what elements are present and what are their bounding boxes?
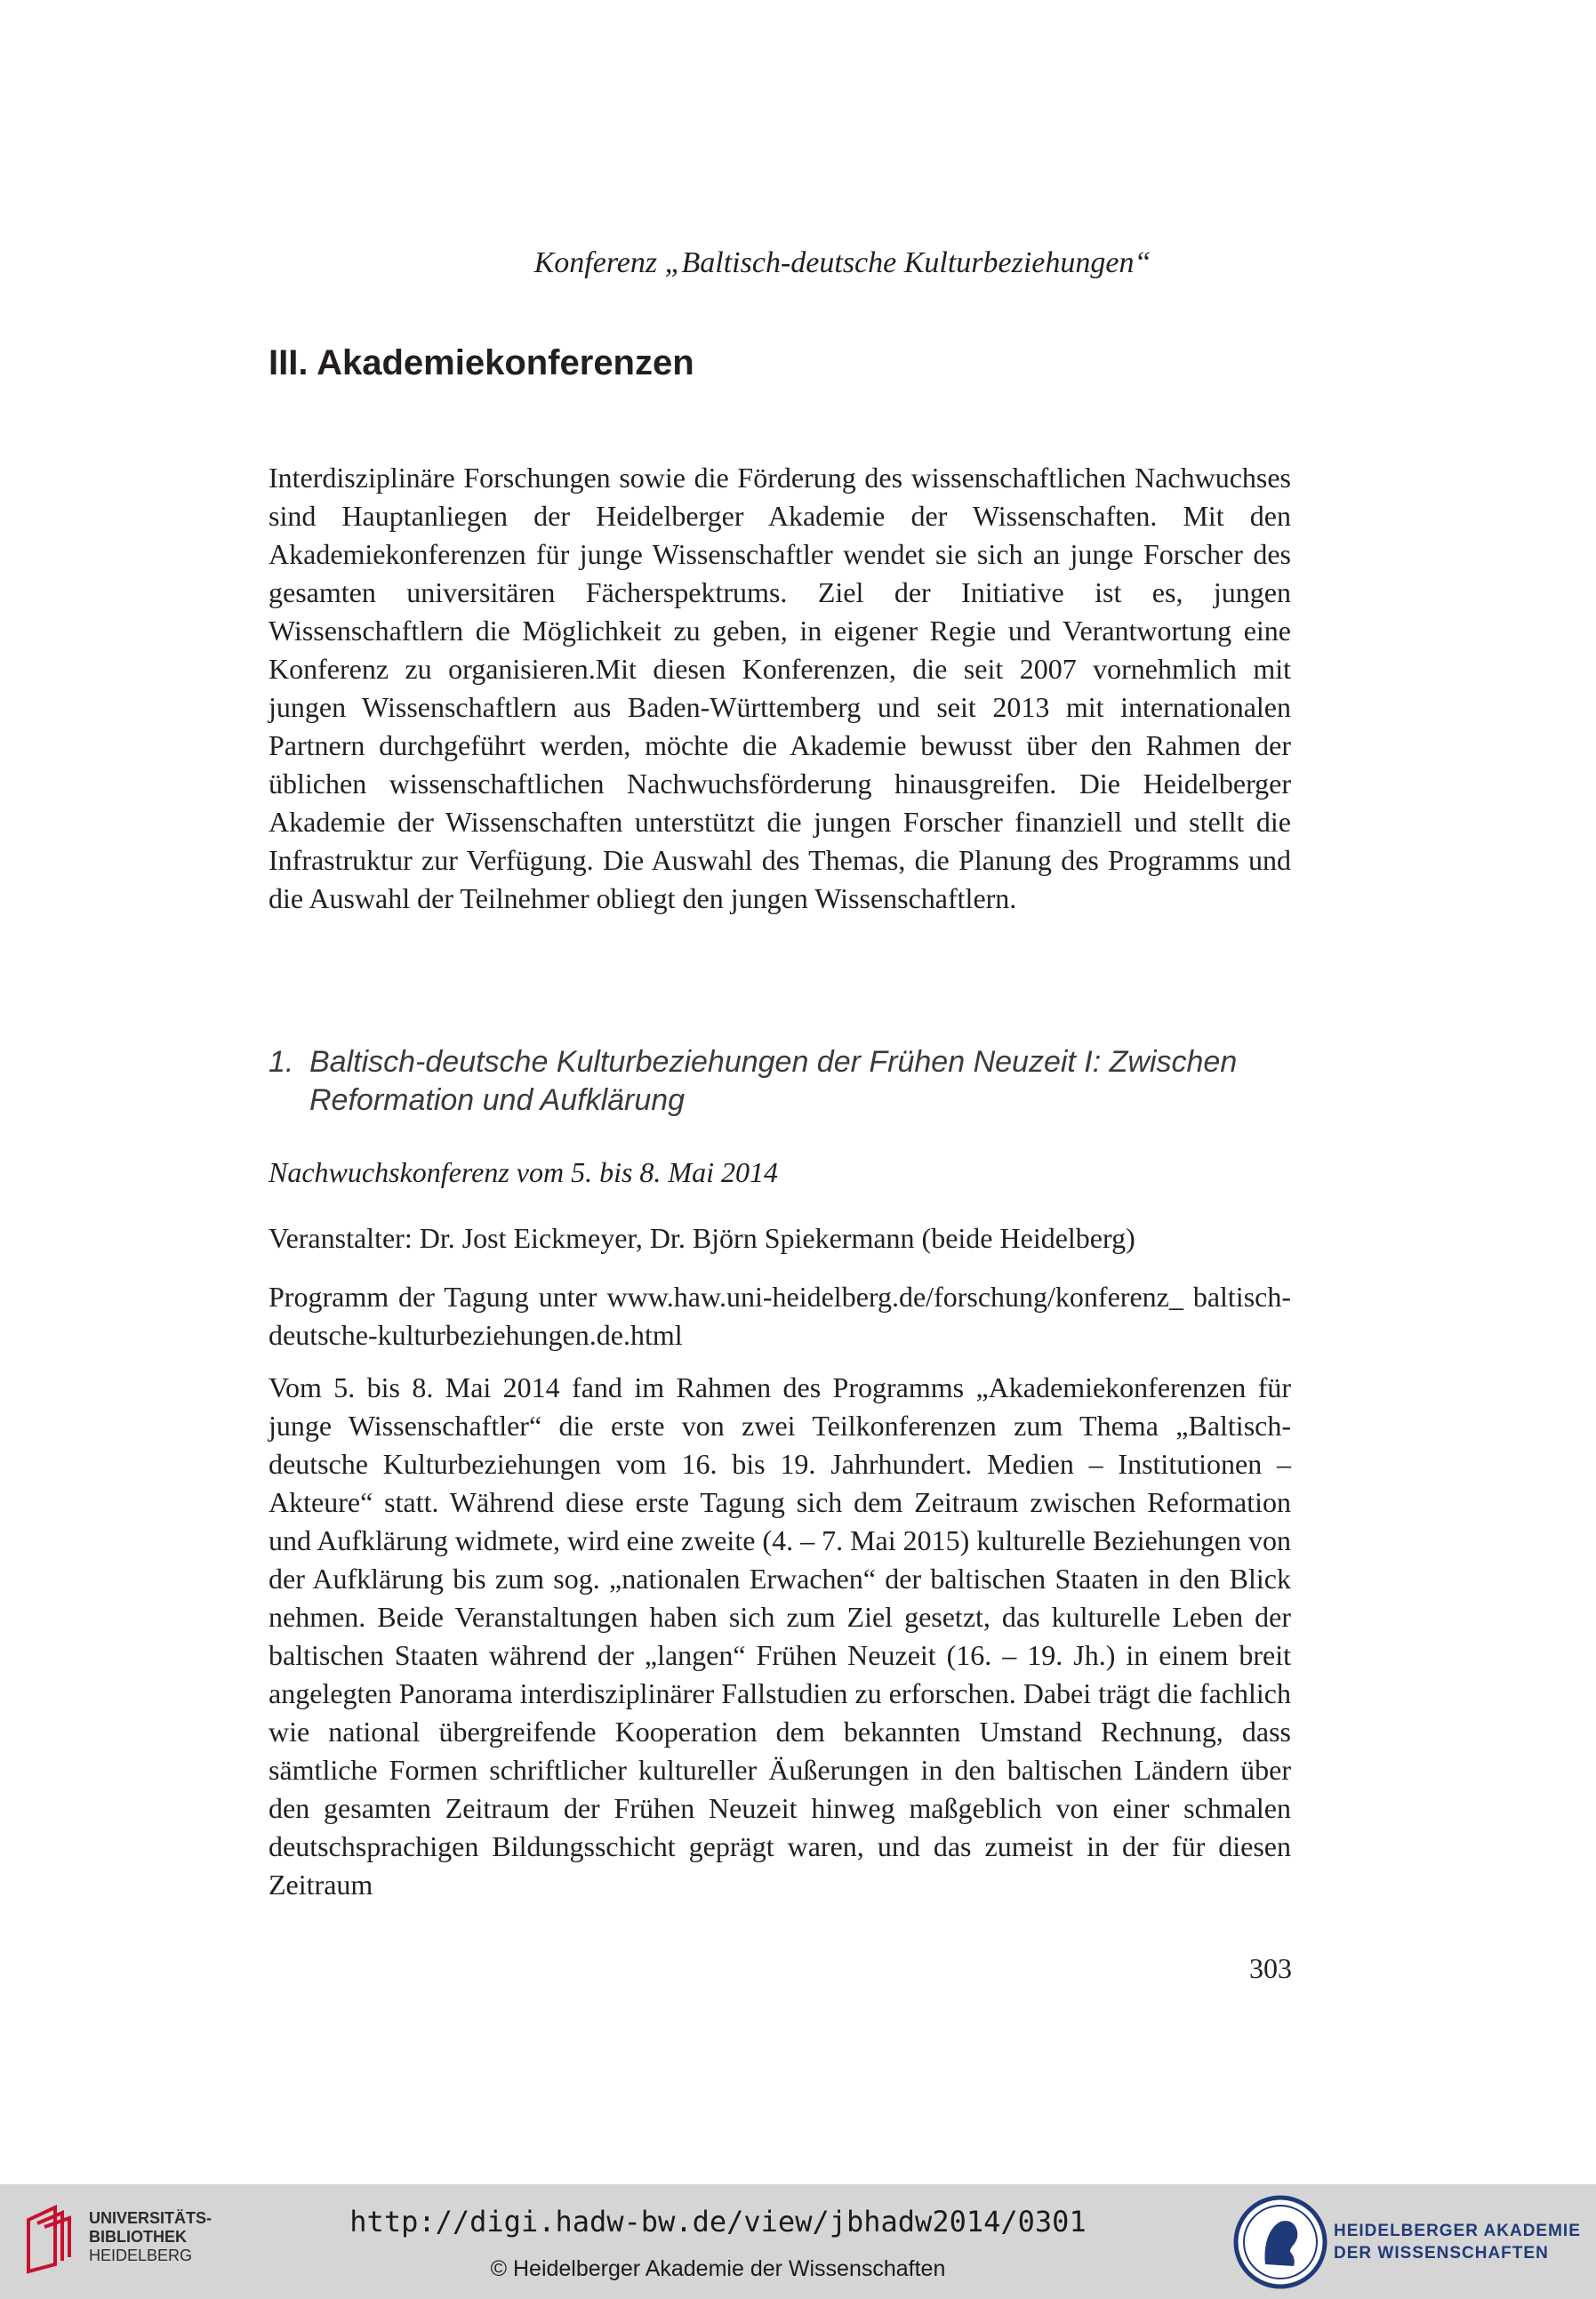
intro-paragraph: Interdisziplinäre Forschungen sowie die Förderung des wissenschaftlichen Nachwuchses sind Hauptanliegen der Heidelberger Akademie der Wissenschaften. Mit den Akademiekonferenzen für junge Wissenschaftler wendet sie sich an junge Forscher des gesamten universitären Fächerspektrums. Ziel der Initiative ist es, jungen Wissenschaftlern die Möglichkeit zu geben, in eigener Regie und Verantwortung eine Konferenz zu organisieren.Mit diesen Konferenzen, die seit 2007 vornehmlich mit jungen Wissenschaftlern aus Baden-Württemberg und seit 2013 mit internationalen Partnern durchgeführt werden, möchte die Akademie bewusst über den Rahmen der üblichen wissenschaftlichen Nachwuchsförderung hinausgreifen. Die Heidelberger Akademie der Wissenschaften unterstützt die jungen Forscher finanziell und stellt die Infrastruktur zur Verfügung. Die Auswahl des Themas, die Planung des Programms und die Auswahl der Teilnehmer obliegt den jungen Wissenschaftlern. [269,462,1291,914]
library-line-3: HEIDELBERG [89,2247,193,2264]
conference-title: Baltisch-deutsche Kulturbeziehungen der Frühen Neuzeit I: Zwischen Reformation und Aufklärung [309,1045,1238,1117]
page-number: 303 [1249,1952,1292,1984]
academy-name [1334,2220,1581,2264]
running-header [0,242,1596,285]
library-line-1: UNIVERSITÄTS- [89,2209,213,2227]
conference-number: 1. [269,1045,294,1079]
conference-program-link: Programm der Tagung unter www.haw.uni-heidelberg.de/forschung/konferenz_ baltisch-deutsche-kulturbeziehungen.de.html [269,1281,1291,1351]
conference-report-paragraph: Vom 5. bis 8. Mai 2014 fand im Rahmen des Programms „Akademiekonferenzen für junge Wissenschaftler“ die erste von zwei Teilkonferenzen zum Thema „Baltisch-deutsche Kulturbeziehungen vom 16. bis 19. Jahrhundert. Medien – Institutionen – Akteure“ statt. Während diese erste Tagung sich dem Zeitraum zwischen Reformation und Aufklärung widmete, wird eine zweite (4. – 7. Mai 2015) kulturelle Beziehungen von der Aufklärung bis zum sog. „nationalen Erwachen“ der baltischen Staaten in den Blick nehmen. Beide Veranstaltungen haben sich zum Ziel gesetzt, das kulturelle Leben der baltischen Staaten während der „langen“ Frühen Neuzeit (16. – 19. Jh.) in einem breit angelegten Panorama interdisziplinärer Fallstudien zu erforschen. Dabei trägt die fachlich wie national übergreifende Kooperation dem bekannten Umstand Rechnung, dass sämtliche Formen schriftlicher kultureller Äußerungen in den baltischen Ländern über den gesamten Zeitraum der Frühen Neuzeit hinweg maßgeblich von einer schmalen deutschsprachigen Bildungsschicht geprägt waren, und das zumeist in der für diesen Zeitraum [269,1371,1291,1901]
section-title: III. Akademiekonferenzen [269,343,694,382]
footer-url-link[interactable]: http://digi.hadw-bw.de/view/jbhadw2014/0301 [349,2205,1087,2239]
conference-date: Nachwuchskonferenz vom 5. bis 8. Mai 2014 [269,1156,778,1188]
conference-organizers: Veranstalter: Dr. Jost Eickmeyer, Dr. Björn Spiekermann (beide Heidelberg) [269,1222,1135,1254]
academy-line-2: DER WISSENSCHAFTEN [1334,2244,1549,2263]
conference-heading [269,1043,1291,1120]
footer-copyright: © Heidelberger Akademie der Wissenschaften [490,2256,946,2281]
footer-bar [0,2184,1596,2299]
library-line-2: BIBLIOTHEK [89,2228,187,2246]
academy-line-1: HEIDELBERGER AKADEMIE [1334,2222,1581,2240]
academy-seal-icon [1231,2193,1329,2291]
running-header-text: Konferenz „Baltisch-deutsche Kulturbeziehungen“ [533,246,1151,279]
